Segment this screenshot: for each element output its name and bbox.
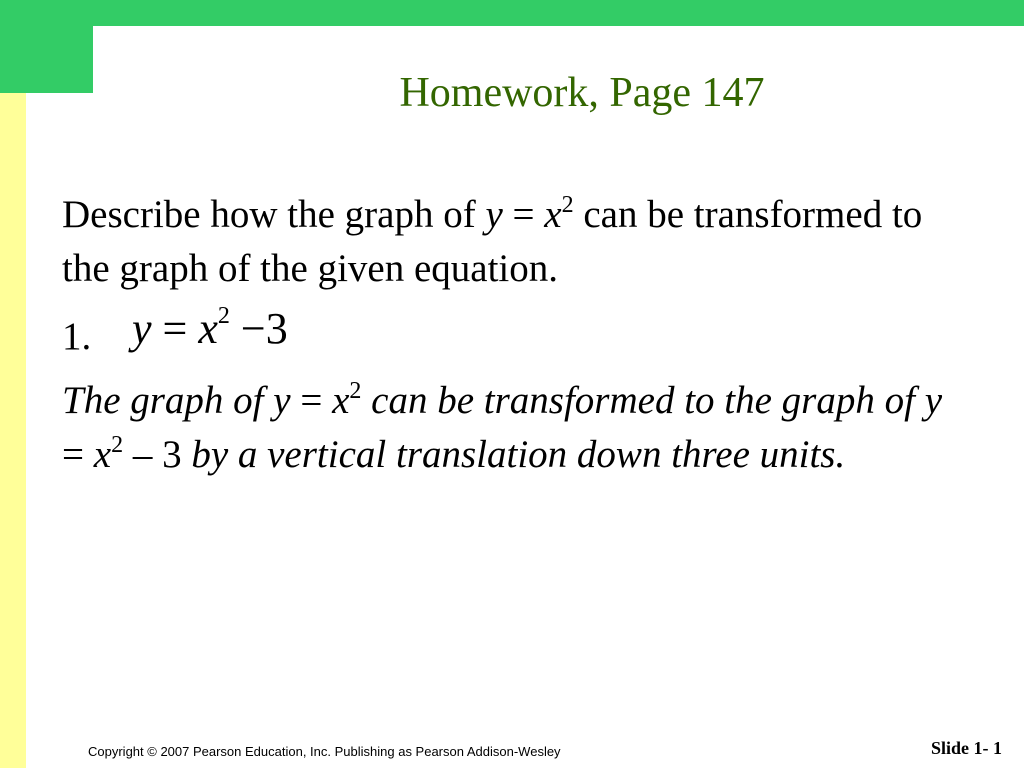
prompt-equals: =	[502, 193, 545, 236]
prompt-part2: can be transformed to the graph of the given equation.	[62, 193, 923, 290]
problem-number: 1.	[62, 315, 92, 358]
answer-x2: x	[93, 433, 112, 476]
answer-part3: by a vertical translation down three units.	[181, 433, 846, 476]
prompt-part1: Describe how the graph of	[62, 193, 486, 236]
answer-y2: y	[924, 379, 942, 422]
answer-y1: y	[273, 379, 291, 422]
equation-base: x	[198, 304, 218, 353]
problem-row	[62, 303, 662, 368]
footer-copyright: Copyright © 2007 Pearson Education, Inc. Publishing as Pearson Addison-Wesley	[88, 744, 561, 759]
problem-equation	[132, 302, 288, 356]
slide-title: Homework, Page 147	[399, 70, 765, 116]
prompt-text	[62, 188, 962, 296]
prompt-y: y	[485, 193, 503, 236]
answer-exponent1: 2	[349, 378, 362, 404]
answer-equals2: =	[62, 433, 94, 476]
answer-part1: The graph of	[62, 379, 274, 422]
answer-part2: can be transformed to the graph of	[361, 379, 925, 422]
prompt-x: x	[544, 193, 562, 236]
side-accent-bar	[0, 93, 26, 768]
answer-exponent2: 2	[111, 432, 124, 458]
answer-minus-three: – 3	[123, 433, 182, 476]
equation-rest: −3	[229, 304, 288, 353]
answer-text	[62, 374, 972, 482]
answer-equals1: =	[290, 379, 333, 422]
equation-equals: =	[151, 304, 199, 353]
footer-slide-number: Slide 1- 1	[930, 738, 1002, 758]
prompt-exponent: 2	[561, 192, 574, 218]
answer-x1: x	[332, 379, 350, 422]
equation-lhs: y	[132, 304, 152, 353]
top-accent-bar	[0, 0, 1024, 26]
equation-exponent: 2	[217, 303, 230, 329]
